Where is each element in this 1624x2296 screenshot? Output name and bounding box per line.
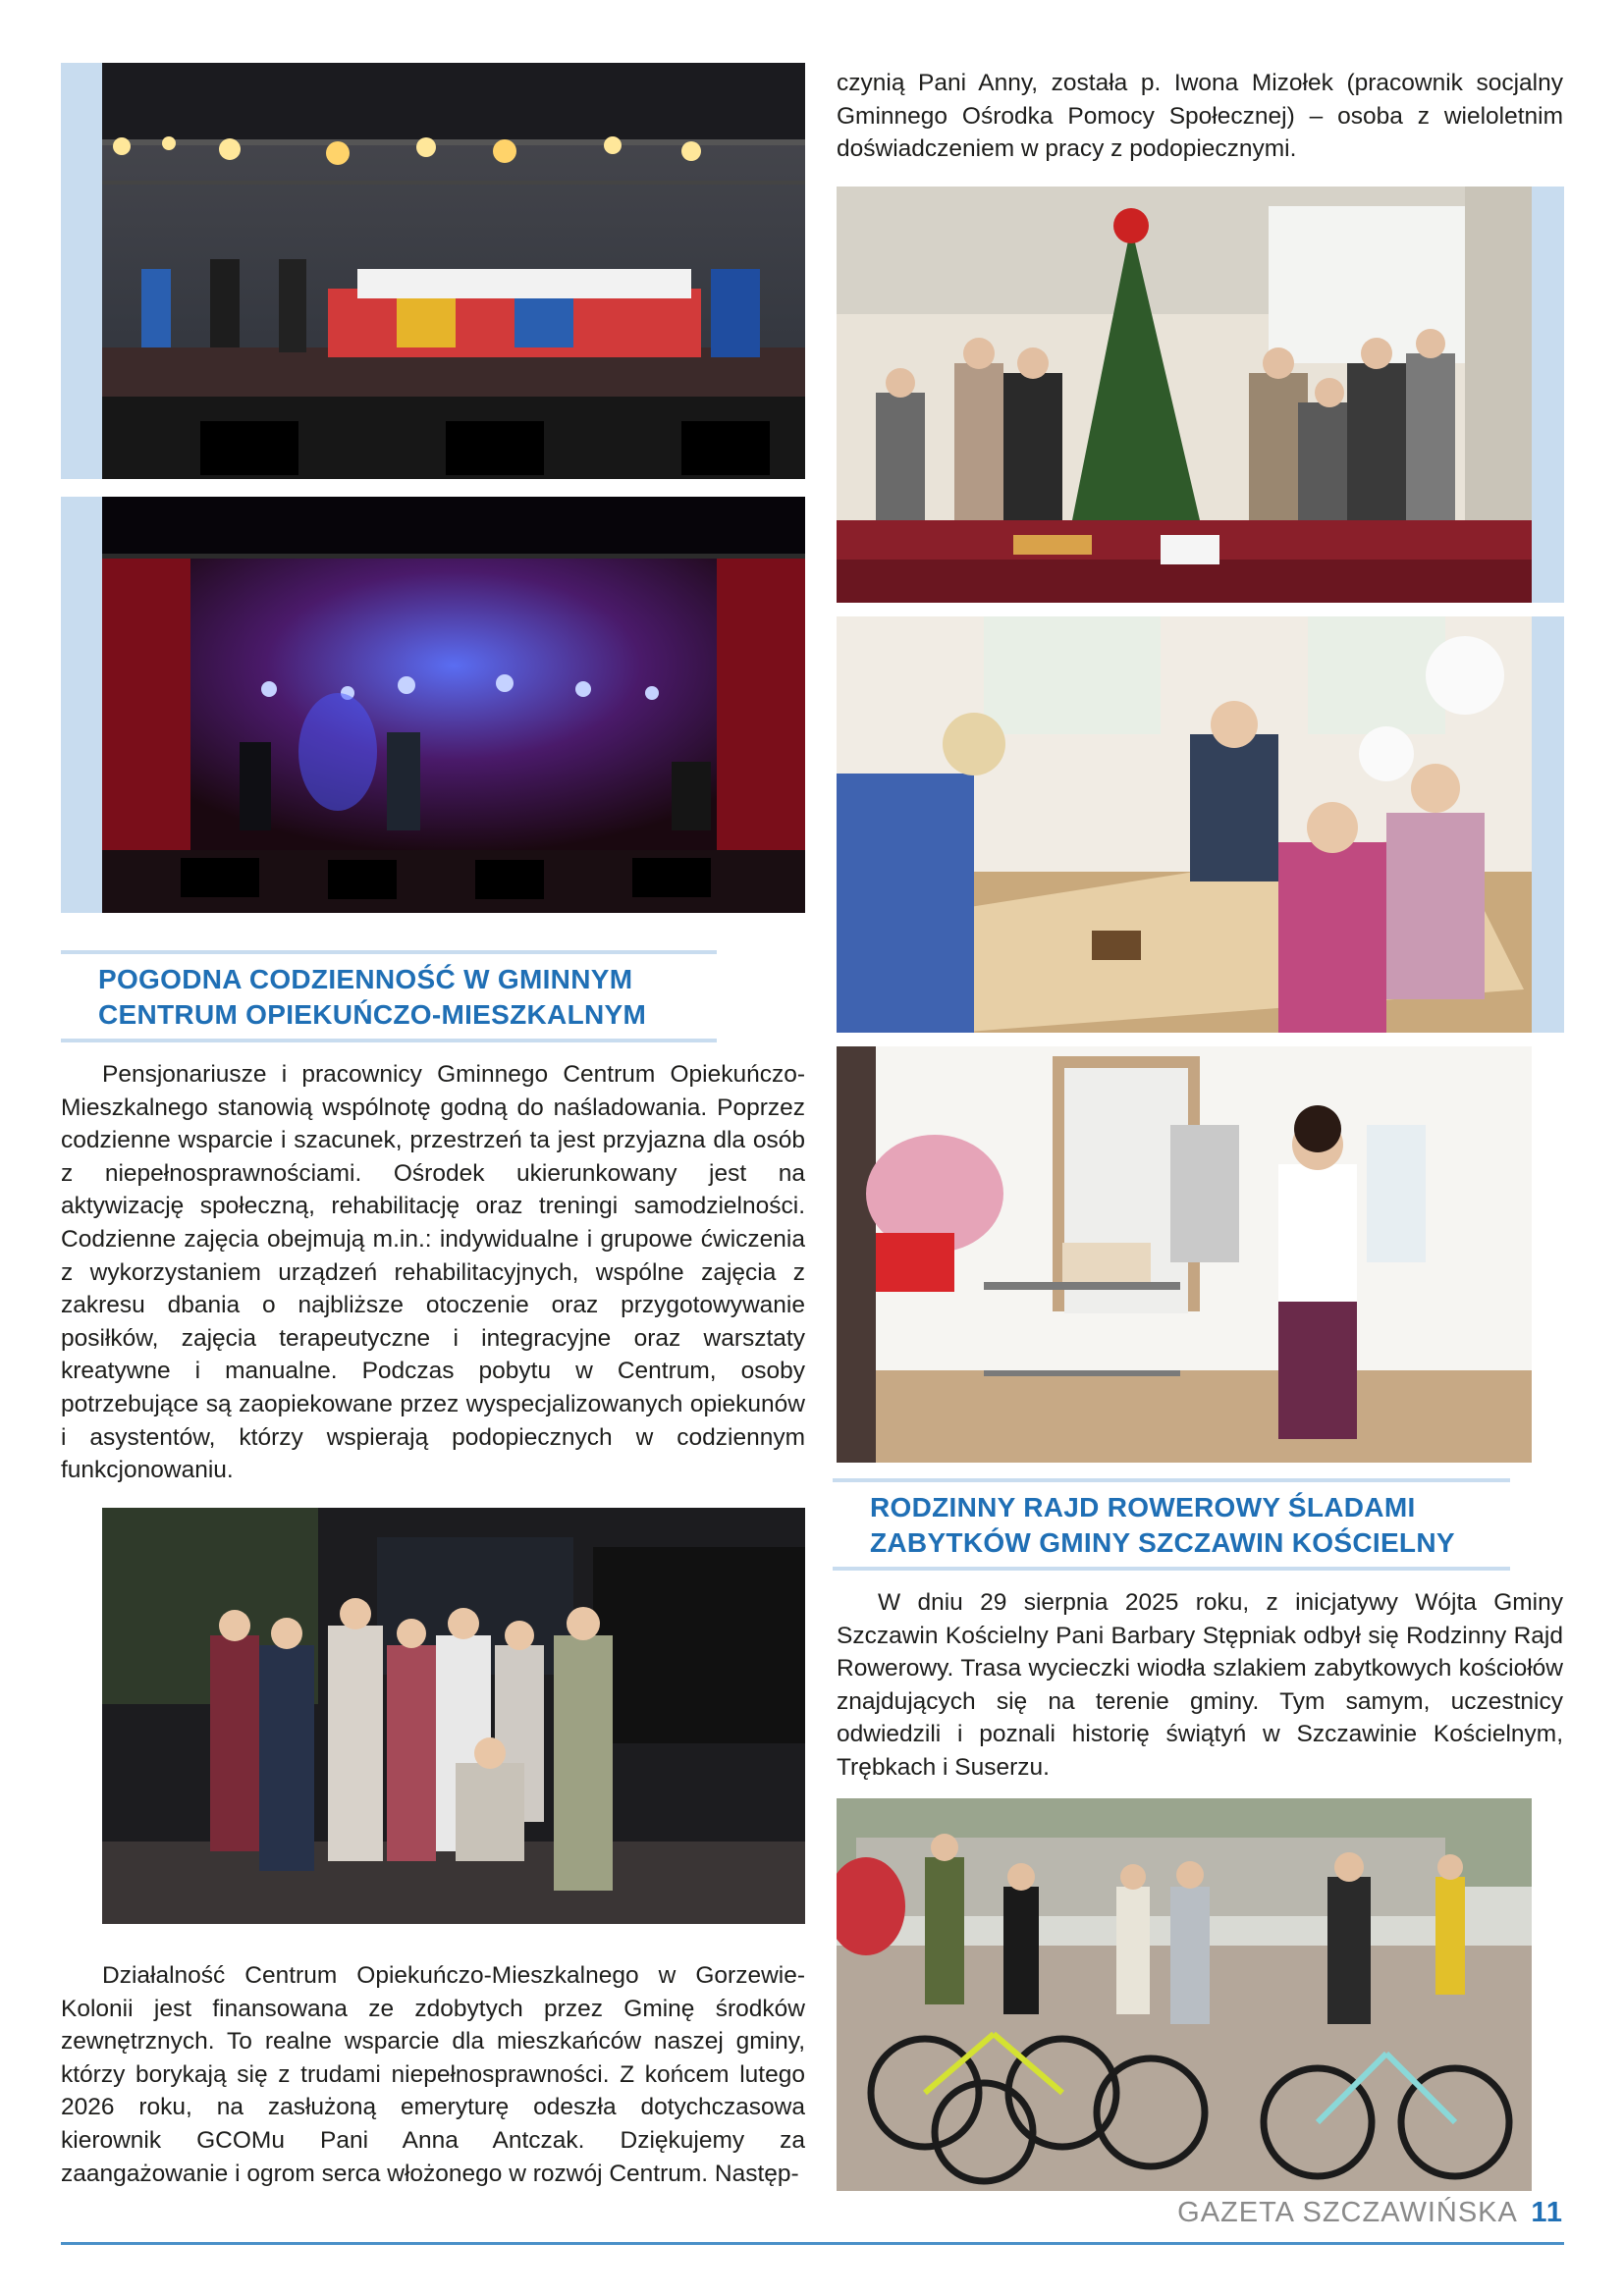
heading-line: ZABYTKÓW GMINY SZCZAWIN KOŚCIELNY <box>870 1527 1455 1558</box>
photo-accent-bar <box>1532 187 1564 603</box>
heading-rule-bottom <box>61 1039 717 1042</box>
paragraph-text: Pensjonariusze i pracownicy Gminnego Centrum Opiekuńczo-Mieszkalnego stanowią wspólnotę godną do naśladowania. Poprzez codzienne wsparcie i szacunek, przestrzeń ta jest przyjazna dla osób z niepełnosprawnościami. Ośrodek ukierunkowany jest na aktywizację społeczną, rehabilitację oraz treningi samodzielności. Codzienne zajęcia obejmują m.in.: indywidualne i grupowe ćwiczenia z wykorzystaniem urządzeń rehabilitacyjnych, wspólne zajęcia z zakresu dbania o najbliższe otoczenie oraz przygotowywanie posiłków, zajęcia terapeutyczne i integracyjne oraz warsztaty kreatywne i manualne. Podczas pobytu w Centrum, osoby potrzebujące są zaopiekowane przez wyspecjalizowanych opiekunów i asystentów, którzy wspierają podopiecznych w codziennym funkcjonowaniu. <box>61 1061 805 1484</box>
photo-bike-rally <box>837 1798 1532 2191</box>
heading-line: POGODNA CODZIENNOŚĆ W GMINNYM <box>98 964 633 994</box>
article-continuation <box>837 67 1563 166</box>
photo-accent-bar <box>61 497 102 913</box>
section-heading-bike-rally <box>833 1478 1510 1571</box>
photo-accent-bar <box>61 63 102 479</box>
photo-folk-performance <box>102 63 805 479</box>
page-number: 11 <box>1531 2197 1563 2228</box>
publication-name: GAZETA SZCZAWIŃSKA <box>1177 2197 1517 2228</box>
footer <box>1177 2197 1563 2229</box>
heading-text <box>61 954 717 1039</box>
article-paragraph <box>61 1959 805 2190</box>
heading-line: RODZINNY RAJD ROWEROWY ŚLADAMI <box>870 1492 1416 1522</box>
paragraph-text: Działalność Centrum Opiekuńczo-Mieszkalnego w Gorzewie-Kolonii jest finansowana ze zdobytych przez Gminę środków zewnętrznych. To realne wsparcie dla mieszkańców naszej gminy, którzy borykają się z trudami niepełnosprawności. Z końcem lutego 2026 roku, na zasłużoną emeryturę odeszła dotychczasowa kierownik GCOMu Pani Anna Antczak. Dziękujemy za zaangażowanie i ogrom serca włożonego w rozwój Centrum. Następ- <box>61 1962 805 2187</box>
section-heading-care-center <box>61 950 717 1042</box>
photo-farewell-flowers <box>837 1046 1532 1463</box>
article-paragraph <box>837 1586 1563 1785</box>
photo-concert-stage <box>102 497 805 913</box>
heading-line: CENTRUM OPIEKUŃCZO-MIESZKALNYM <box>98 999 647 1030</box>
article-paragraph <box>61 1058 805 1487</box>
heading-rule-bottom <box>833 1567 1510 1571</box>
continuation-text: czynią Pani Anny, została p. Iwona Mizołek (pracownik socjalny Gminnego Ośrodka Pomocy Społecznej) – osoba z wieloletnim doświadczeniem w pracy z podopiecznymi. <box>837 70 1563 163</box>
photo-accent-bar <box>1532 616 1564 1033</box>
heading-text <box>833 1482 1510 1567</box>
paragraph-text: W dniu 29 sierpnia 2025 roku, z inicjatywy Wójta Gminy Szczawin Kościelny Pani Barbary Stępniak odbył się Rodzinny Rajd Rowerowy. Trasa wycieczki wiodła szlakiem zabytkowych kościołów znajdujących się na terenie gminy. Tym samym, uczestnicy odwiedzili i poznali historię świątyń w Szczawinie Kościelnym, Trębkach i Suserzu. <box>837 1589 1563 1781</box>
footer-rule <box>61 2242 1564 2245</box>
photo-cooking-workshop <box>837 616 1532 1033</box>
photo-group-seniors <box>102 1508 805 1924</box>
photo-christmas-gathering <box>837 187 1532 603</box>
